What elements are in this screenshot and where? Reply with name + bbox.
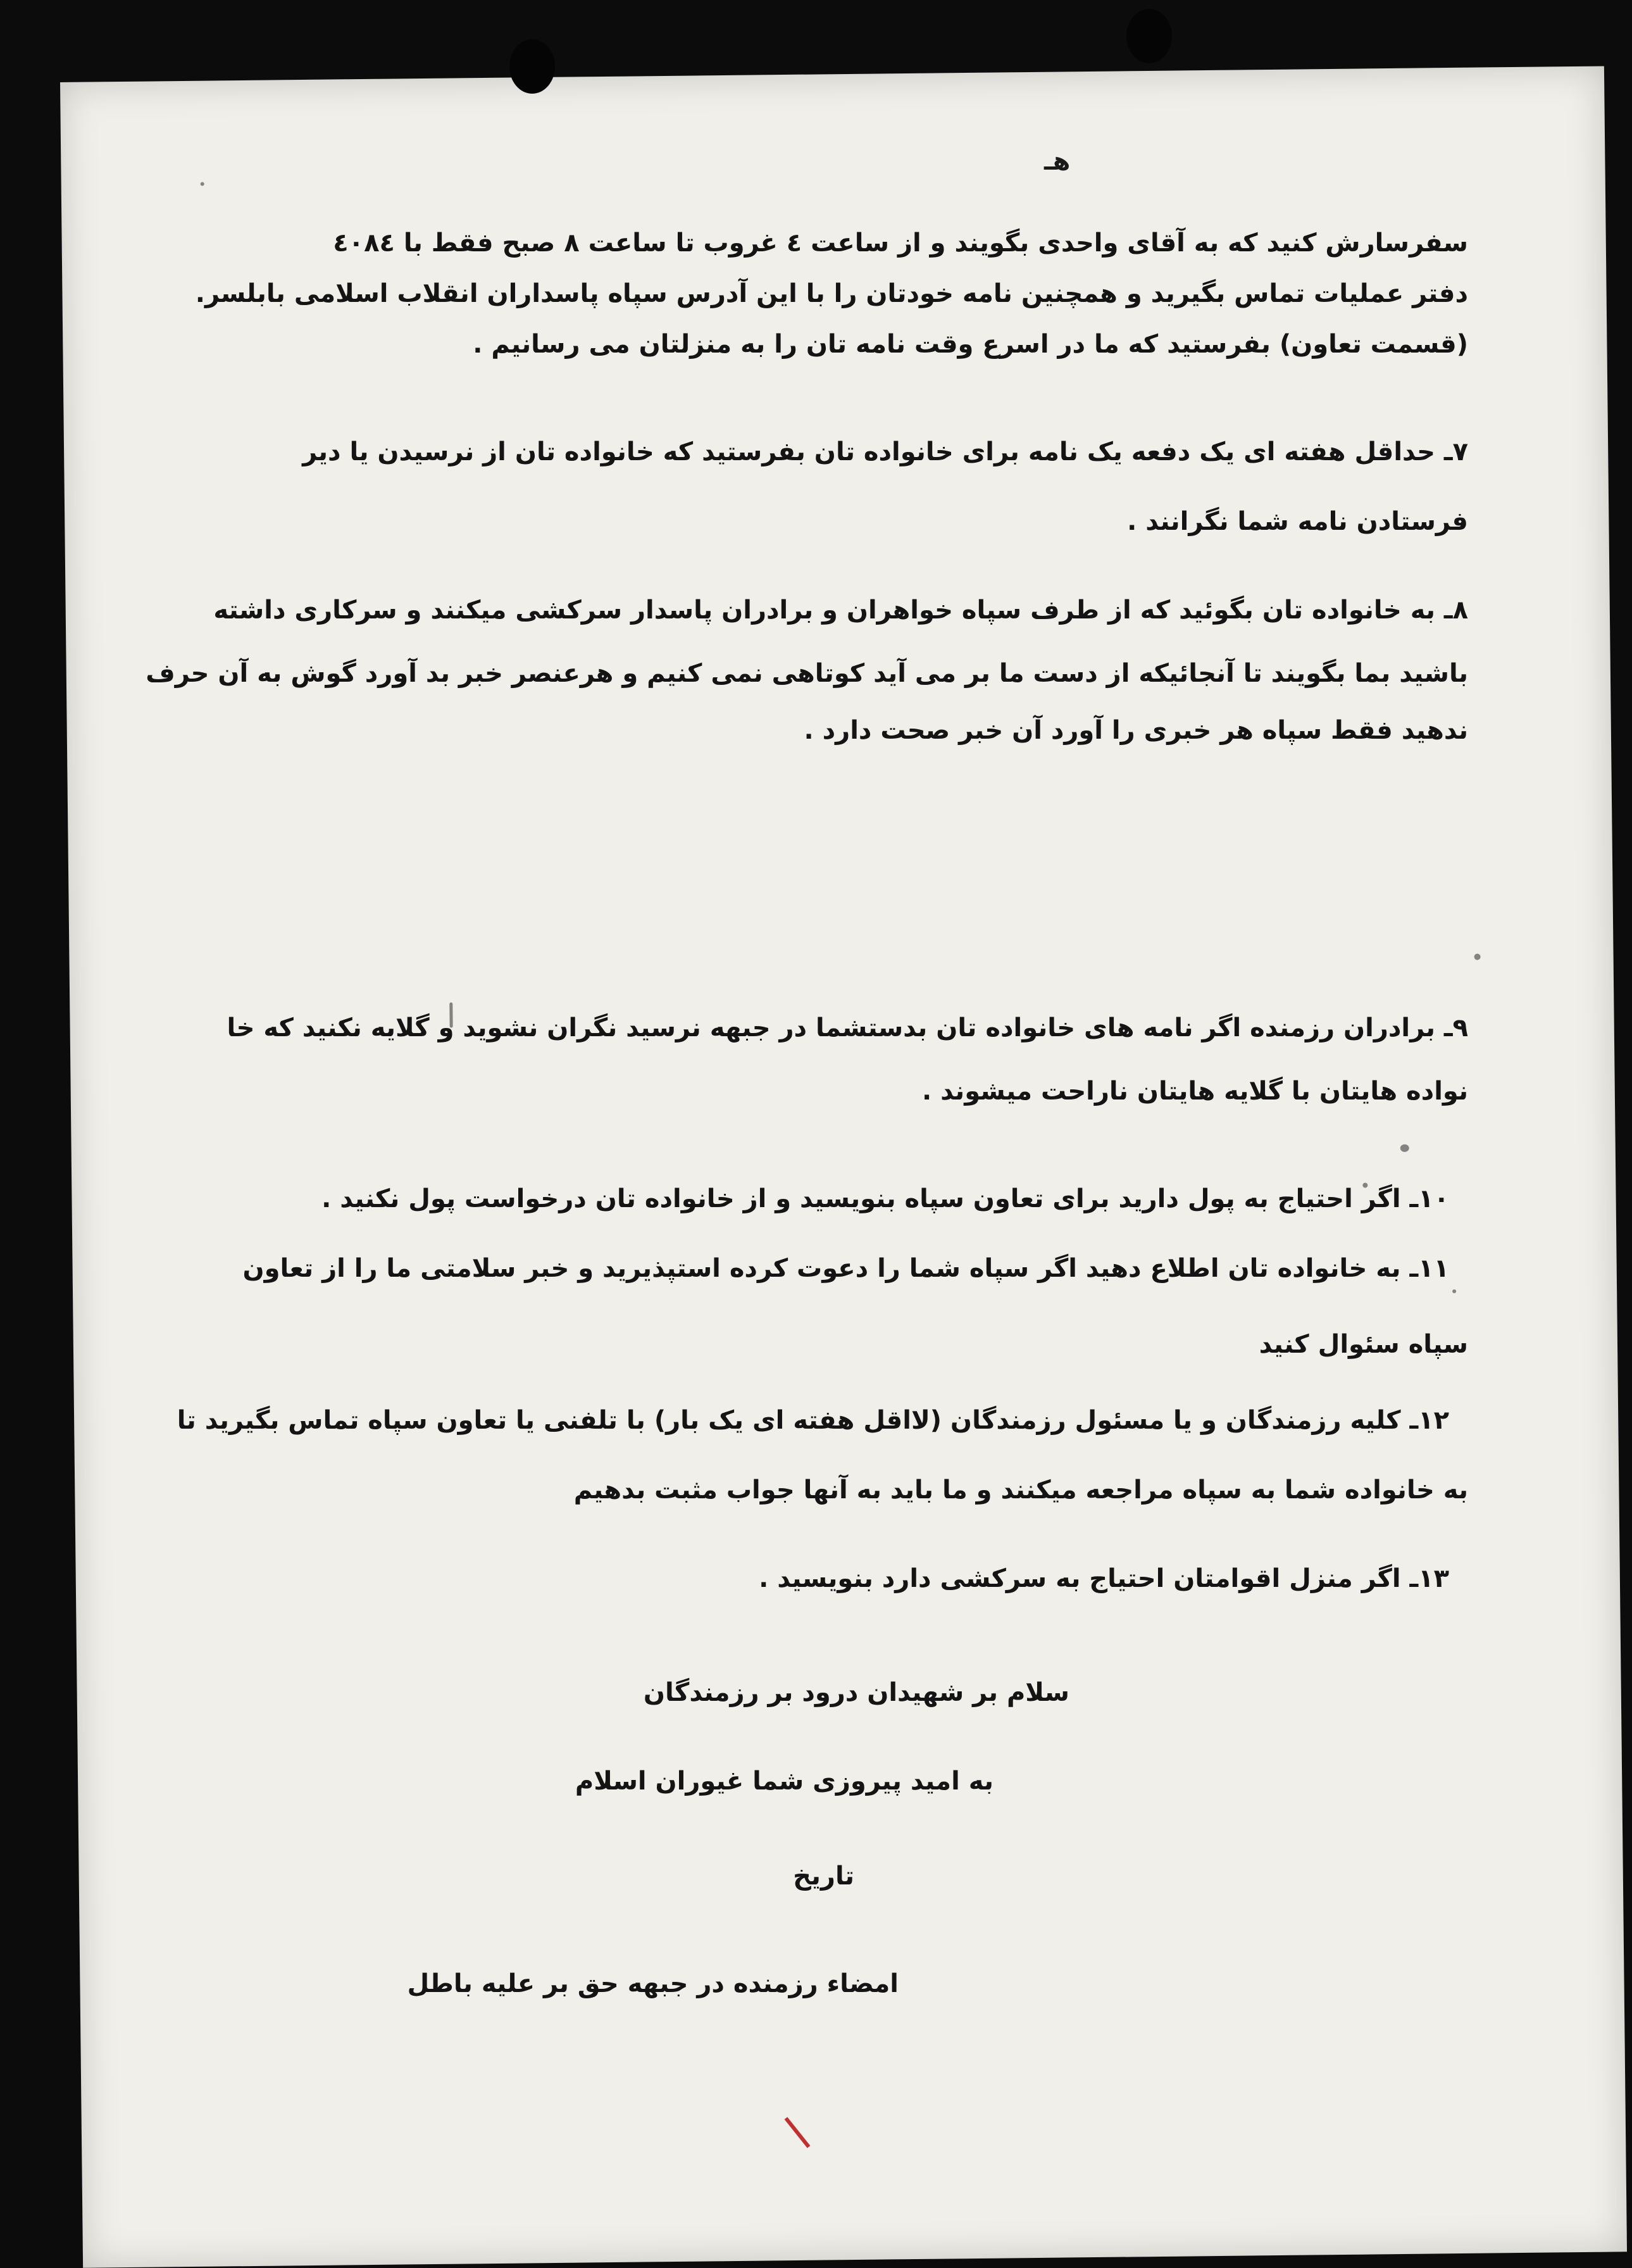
punch-hole — [1126, 9, 1172, 63]
date-label: تاریخ — [793, 1862, 854, 1891]
paper-speck — [1400, 1144, 1409, 1152]
intro-line: دفتر عملیات تماس بگیرید و همچنین نامه خودتان را با این آدرس سپاه پاسداران انقلاب اسلامی بابلسر. — [195, 279, 1468, 308]
red-pen-mark — [785, 2117, 811, 2148]
paper-speck — [201, 182, 204, 186]
intro-line: (قسمت تعاون) بفرستید که ما در اسرع وقت نامه تان را به منزلتان می رسانیم . — [473, 330, 1468, 359]
item-line: ١١ـ به خانواده تان اطلاع دهید اگر سپاه شما را دعوت کرده استپذیرید و خبر سلامتی ما را از تعاون — [242, 1254, 1449, 1283]
item-line: نواده هایتان با گلایه هایتان ناراحت میشوند . — [921, 1077, 1468, 1106]
item-line: باشید بما بگویند تا آنجائیکه از دست ما بر می آید کوتاهی نمی کنیم و هرعنصر خبر بد آورد گوش به آن حرف — [146, 659, 1468, 688]
item-line: فرستادن نامه شما نگرانند . — [1127, 507, 1468, 536]
punch-hole — [509, 39, 555, 94]
paper-speck — [1452, 1289, 1456, 1293]
item-line: ٩ـ برادران رزمنده اگر نامه های خانواده تان بدستشما در جبهه نرسید نگران نشوید و گلایه نکنید که خا — [227, 1013, 1468, 1043]
header-mark: هـ — [1044, 147, 1071, 176]
signature-label: امضاء رزمنده در جبهه حق بر علیه باطل — [407, 1969, 899, 1998]
item-line: ١٠ـ اگر احتیاج به پول دارید برای تعاون سپاه بنویسید و از خانواده تان درخواست پول نکنید . — [321, 1184, 1449, 1213]
paper-speck — [1474, 954, 1481, 960]
document-page — [60, 66, 1627, 2267]
intro-line: سفرسارش کنید که به آقای واحدی بگویند و از ساعت ٤ غروب تا ساعت ٨ صبح فقط با ٤٠٨٤ — [333, 229, 1468, 258]
item-line: ندهید فقط سپاه هر خبری را آورد آن خبر صحت دارد . — [804, 716, 1468, 745]
item-line: سپاه سئوال کنید — [1259, 1330, 1468, 1359]
item-line: ٨ـ به خانواده تان بگوئید که از طرف سپاه خواهران و برادران پاسدار سرکشی میکنند و سرکاری داشته — [213, 596, 1468, 625]
item-line: ٧ـ حداقل هفته ای یک دفعه یک نامه برای خانواده تان بفرستید که خانواده تان از نرسیدن یا دیر — [302, 437, 1468, 467]
item-line: ١٣ـ اگر منزل اقوامتان احتیاج به سرکشی دارد بنویسید . — [759, 1564, 1449, 1593]
item-line: به خانواده شما به سپاه مراجعه میکنند و ما باید به آنها جواب مثبت بدهیم — [573, 1475, 1468, 1505]
item-line: ١٢ـ کلیه رزمندگان و یا مسئول رزمندگان (لااقل هفته ای یک بار) با تلفنی یا تعاون سپاه تماس بگیرید تا — [177, 1406, 1449, 1435]
closing-wish: به امید پیروزی شما غیوران اسلام — [575, 1767, 994, 1796]
closing-salutation: سلام بر شهیدان درود بر رزمندگان — [643, 1678, 1069, 1707]
